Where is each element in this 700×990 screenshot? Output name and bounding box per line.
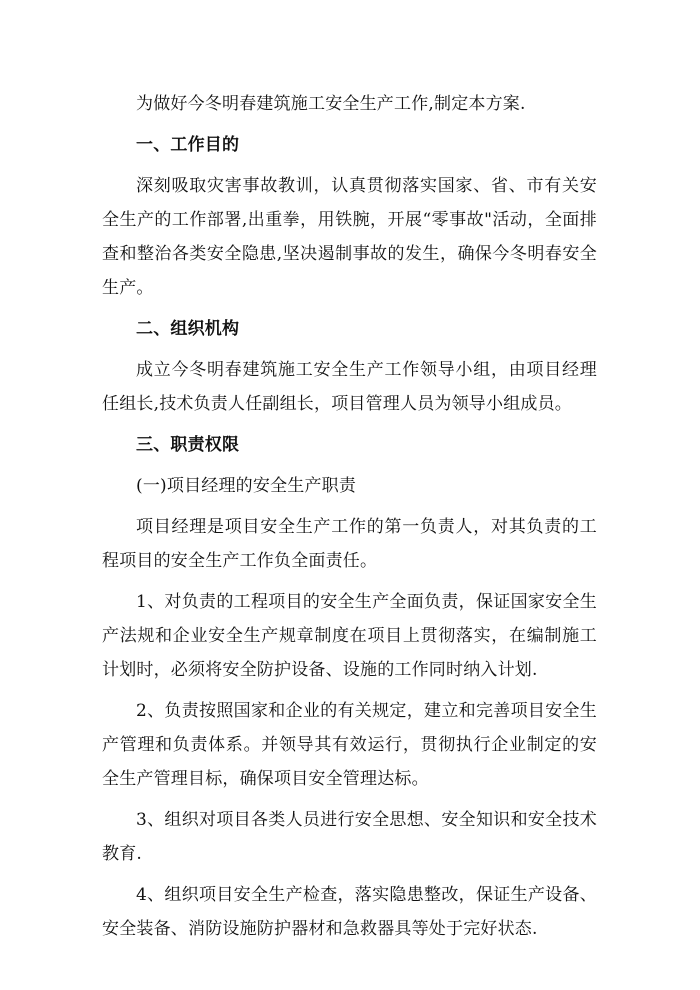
section-heading-organization: 二、组织机构: [136, 319, 240, 339]
document-body: [102, 87, 597, 946]
duty-item-3: 3、组织对项目各类人员进行安全思想、安全知识和安全技术教育.: [102, 810, 597, 864]
section-heading-responsibilities: 三、职责权限: [136, 435, 240, 455]
purpose-paragraph: 深刻吸取灾害事故教训，认真贯彻落实国家、省、市有关安全生产的工作部署,出重拳，用铁腕，开展“零事故"活动，全面排查和整治各类安全隐患,坚决遏制事故的发生，确保今冬明春安全生产。: [102, 176, 597, 298]
organization-paragraph: 成立今冬明春建筑施工安全生产工作领导小组，由项目经理任组长,技术负责人任副组长，项目管理人员为领导小组成员。: [102, 360, 597, 414]
duty-item-2: 2、负责按照国家和企业的有关规定，建立和完善项目安全生产管理和负责体系。并领导其有效运行，贯彻执行企业制定的安全生产管理目标，确保项目安全管理达标。: [102, 701, 597, 789]
duty-item-4: 4、组织项目安全生产检查，落实隐患整改，保证生产设备、安全装备、消防设施防护器材和急救器具等处于完好状态.: [102, 885, 597, 939]
subsection-heading-manager: (一)项目经理的安全生产职责: [136, 476, 357, 496]
intro-paragraph: 为做好今冬明春建筑施工安全生产工作,制定本方案.: [136, 94, 526, 114]
duty-item-1: 1、对负责的工程项目的安全生产全面负责，保证国家安全生产法规和企业安全生产规章制度在项目上贯彻落实，在编制施工计划时，必须将安全防护设备、设施的工作同时纳入计划.: [102, 592, 597, 680]
section-heading-purpose: 一、工作目的: [136, 135, 240, 155]
manager-role-paragraph: 项目经理是项目安全生产工作的第一负责人，对其负责的工程项目的安全生产工作负全面责任。: [102, 517, 597, 571]
